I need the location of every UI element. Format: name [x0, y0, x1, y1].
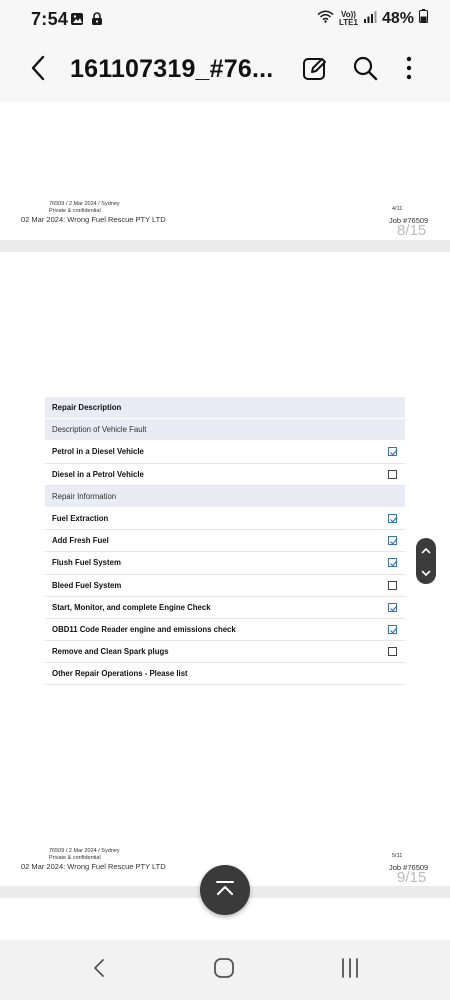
- table-row: [45, 641, 405, 663]
- footer-meta-line: 76509 / 2 Mar 2024 / Sydney: [49, 201, 120, 207]
- row-label: Start, Monitor, and complete Engine Check: [52, 602, 211, 612]
- nav-back-button[interactable]: [84, 957, 114, 983]
- checkbox-checked[interactable]: [388, 603, 397, 612]
- edit-icon: [302, 55, 328, 86]
- table-row: [45, 597, 405, 619]
- nav-recents-button[interactable]: [335, 957, 365, 983]
- page-footer-number: 4/11: [392, 206, 403, 212]
- checkbox-unchecked[interactable]: [388, 647, 397, 656]
- gallery-icon: [70, 12, 84, 26]
- network-top-label: Vo)): [341, 9, 356, 19]
- row-label: Other Repair Operations - Please list: [52, 669, 188, 679]
- edit-button[interactable]: [297, 52, 333, 88]
- footer-meta-line: 76509 / 2 Mar 2024 / Sydney: [49, 848, 120, 854]
- checkbox-checked[interactable]: [388, 536, 397, 545]
- footer-meta-line: Private & confidential: [49, 855, 101, 861]
- search-button[interactable]: [347, 52, 383, 88]
- page-footer-company: 02 Mar 2024: Wrong Fuel Rescue PTY LTD: [21, 215, 166, 224]
- battery-icon: [419, 9, 428, 28]
- chevron-up-icon[interactable]: [421, 541, 431, 559]
- page-footer-number: 5/11: [392, 853, 403, 859]
- page-footer-job: Job #76509: [389, 863, 429, 872]
- pdf-page: [0, 252, 450, 886]
- table-row: [45, 619, 405, 641]
- status-bar: [0, 0, 450, 40]
- section-label: Repair Information: [52, 491, 117, 501]
- row-label: Diesel in a Petrol Vehicle: [52, 469, 144, 479]
- row-label: Flush Fuel System: [52, 558, 121, 568]
- table-row: [45, 575, 405, 597]
- table-row: [45, 530, 405, 552]
- chevron-left-icon: [30, 55, 46, 86]
- more-vert-icon: [406, 56, 412, 85]
- row-label: OBD11 Code Reader engine and emissions check: [52, 624, 236, 634]
- network-bottom-label: LTE1: [339, 17, 358, 27]
- row-label: Fuel Extraction: [52, 514, 109, 524]
- checkbox-checked[interactable]: [388, 625, 397, 634]
- footer-meta-line: Private & confidential: [49, 208, 101, 214]
- table-row: [45, 441, 405, 463]
- network-type: [339, 11, 358, 27]
- status-time: 7:54: [31, 9, 69, 29]
- nav-home-button[interactable]: [209, 957, 239, 983]
- row-label: Add Fresh Fuel: [52, 536, 109, 546]
- wifi-icon: [317, 10, 334, 28]
- app-bar: [0, 40, 450, 102]
- table-row: [45, 508, 405, 530]
- pdf-page: [0, 102, 450, 240]
- nav-recents-icon: [340, 958, 360, 983]
- document-title: 161107319_#76...: [70, 55, 274, 83]
- table-row: [45, 663, 405, 685]
- repair-table: [45, 397, 405, 685]
- section-label: Description of Vehicle Fault: [52, 425, 147, 435]
- checkbox-checked[interactable]: [388, 514, 397, 523]
- search-icon: [352, 55, 378, 86]
- page-footer-company: 02 Mar 2024: Wrong Fuel Rescue PTY LTD: [21, 862, 166, 871]
- page-footer-meta: [49, 201, 120, 215]
- nav-back-icon: [93, 958, 105, 983]
- more-options-button[interactable]: [391, 52, 427, 88]
- system-nav-bar: [0, 940, 450, 1000]
- scroll-to-top-button[interactable]: [200, 865, 250, 915]
- row-label: Petrol in a Diesel Vehicle: [52, 447, 144, 457]
- table-row: [45, 552, 405, 574]
- lock-icon: [90, 12, 104, 26]
- table-row: [45, 464, 405, 486]
- checkbox-unchecked[interactable]: [388, 581, 397, 590]
- row-label: Bleed Fuel System: [52, 580, 122, 590]
- row-label: Remove and Clean Spark plugs: [52, 647, 169, 657]
- back-button[interactable]: [20, 52, 56, 88]
- checkbox-checked[interactable]: [388, 447, 397, 456]
- page-indicator: 8/15: [397, 222, 427, 239]
- page-footer-job: Job #76509: [389, 216, 429, 225]
- status-right: [317, 9, 428, 28]
- page-footer-meta: [49, 848, 120, 862]
- section-header: [45, 419, 405, 441]
- battery-percent: 48%: [381, 9, 414, 27]
- chevron-down-icon[interactable]: [421, 564, 431, 582]
- nav-home-icon: [213, 957, 235, 984]
- checkbox-unchecked[interactable]: [388, 470, 397, 479]
- section-header: [45, 486, 405, 508]
- page-indicator: 9/15: [397, 869, 427, 886]
- table-header: [45, 397, 405, 419]
- scroll-to-top-icon: [215, 880, 235, 901]
- page-scroll-control[interactable]: [416, 538, 436, 584]
- document-viewer[interactable]: [0, 102, 450, 940]
- signal-icon: [363, 10, 377, 28]
- checkbox-checked[interactable]: [388, 558, 397, 567]
- table-header-label: Repair Description: [52, 403, 122, 413]
